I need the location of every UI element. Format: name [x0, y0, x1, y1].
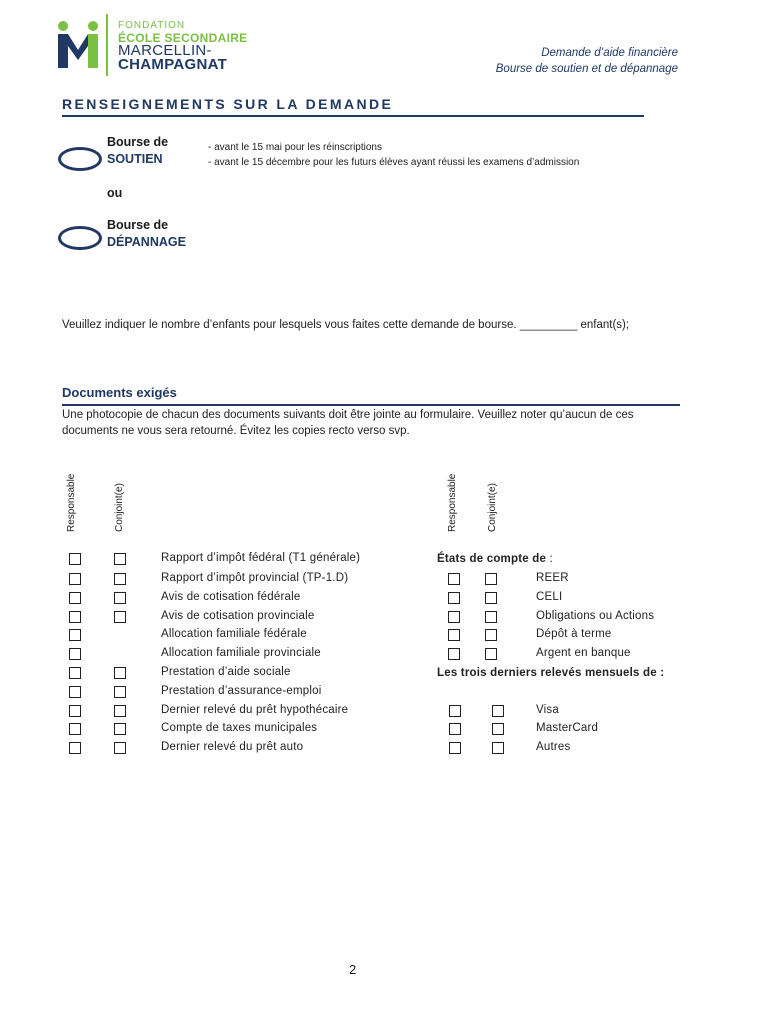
document-item-label: Allocation familiale fédérale — [161, 628, 307, 640]
conjoint-checkbox[interactable] — [485, 629, 497, 641]
document-item-label: Dernier relevé du prêt hypothécaire — [161, 704, 349, 716]
document-item-label: Avis de cotisation provinciale — [161, 610, 315, 622]
document-item-label: Rapport d’impôt provincial (TP-1.D) — [161, 572, 349, 584]
document-item-label: Rapport d’impôt fédéral (T1 générale) — [161, 552, 361, 564]
responsable-checkbox[interactable] — [69, 723, 81, 735]
conjoint-checkbox[interactable] — [492, 742, 504, 754]
conjoint-checkbox[interactable] — [485, 648, 497, 660]
responsable-checkbox[interactable] — [69, 573, 81, 585]
responsable-checkbox[interactable] — [448, 611, 460, 623]
logo-text-marcellin: MARCELLIN- — [118, 42, 212, 59]
column-header-responsable-right: Responsable — [447, 473, 458, 532]
card-type-label: Autres — [536, 741, 571, 753]
document-item-label: Prestation d’assurance-emploi — [161, 685, 322, 697]
document-item-label: Compte de taxes municipales — [161, 722, 318, 734]
responsable-checkbox[interactable] — [69, 611, 81, 623]
document-item-label: Prestation d’aide sociale — [161, 666, 291, 678]
column-header-responsable-left: Responsable — [66, 473, 77, 532]
column-header-conjoint-right: Conjoint(e) — [487, 483, 498, 532]
conjoint-checkbox[interactable] — [485, 573, 497, 585]
conjoint-checkbox[interactable] — [114, 667, 126, 679]
account-type-label: Argent en banque — [536, 647, 631, 659]
responsable-checkbox[interactable] — [69, 553, 81, 565]
document-item-label: Allocation familiale provinciale — [161, 647, 321, 659]
conjoint-checkbox[interactable] — [114, 592, 126, 604]
depannage-label-line1: Bourse de — [107, 218, 169, 232]
monthly-statements-heading: Les trois derniers relevés mensuels de : — [437, 667, 665, 679]
document-subtitle: Bourse de soutien et de dépannage — [495, 63, 678, 75]
document-item-label: Dernier relevé du prêt auto — [161, 741, 304, 753]
responsable-checkbox[interactable] — [448, 648, 460, 660]
or-label: ou — [107, 186, 123, 200]
page-number: 2 — [349, 962, 357, 977]
responsable-checkbox[interactable] — [69, 742, 81, 754]
responsable-checkbox[interactable] — [448, 592, 460, 604]
document-item-label: Avis de cotisation fédérale — [161, 591, 301, 603]
conjoint-checkbox[interactable] — [114, 611, 126, 623]
responsable-checkbox[interactable] — [449, 723, 461, 735]
conjoint-checkbox[interactable] — [114, 573, 126, 585]
responsable-checkbox[interactable] — [449, 742, 461, 754]
section-title: RENSEIGNEMENTS SUR LA DEMANDE — [62, 96, 394, 112]
logo-text-champagnat: CHAMPAGNAT — [118, 56, 228, 73]
card-type-label: Visa — [536, 704, 559, 716]
soutien-label-line1: Bourse de — [107, 135, 169, 149]
soutien-radio[interactable] — [58, 147, 102, 171]
responsable-checkbox[interactable] — [69, 592, 81, 604]
foundation-logo-icon — [57, 20, 99, 70]
conjoint-checkbox[interactable] — [114, 742, 126, 754]
documents-title: Documents exigés — [62, 385, 177, 400]
responsable-checkbox[interactable] — [69, 705, 81, 717]
card-type-label: MasterCard — [536, 722, 599, 734]
logo-text-ecole: ÉCOLE SECONDAIRE — [118, 31, 248, 45]
responsable-checkbox[interactable] — [69, 648, 81, 660]
conjoint-checkbox[interactable] — [114, 686, 126, 698]
logo-separator — [106, 14, 108, 76]
conjoint-checkbox[interactable] — [485, 592, 497, 604]
depannage-label-line2: DÉPANNAGE — [107, 235, 186, 249]
document-title: Demande d’aide financière — [541, 47, 678, 59]
responsable-checkbox[interactable] — [69, 667, 81, 679]
column-header-conjoint-left: Conjoint(e) — [114, 483, 125, 532]
conjoint-checkbox[interactable] — [492, 723, 504, 735]
children-count-prompt: Veuillez indiquer le nombre d’enfants pour lesquels vous faites cette demande de bourse. _________ enfant(s); — [62, 319, 630, 331]
account-type-label: REER — [536, 572, 569, 584]
conjoint-checkbox[interactable] — [485, 611, 497, 623]
deadline-new-students: - avant le 15 décembre pour les futurs élèves ayant réussi les examens d’admission — [208, 157, 580, 168]
conjoint-checkbox[interactable] — [114, 553, 126, 565]
account-type-label: Obligations ou Actions — [536, 610, 655, 622]
account-type-label: CELI — [536, 591, 563, 603]
deadline-reinscription: - avant le 15 mai pour les réinscriptions — [208, 142, 382, 153]
conjoint-checkbox[interactable] — [114, 723, 126, 735]
depannage-radio[interactable] — [58, 226, 102, 250]
responsable-checkbox[interactable] — [449, 705, 461, 717]
section-title-rule — [62, 115, 644, 117]
documents-intro-line2: documents ne vous sera retourné. Évitez les copies recto verso svp. — [62, 425, 410, 437]
logo-text-fondation: FONDATION — [118, 20, 186, 31]
responsable-checkbox[interactable] — [448, 629, 460, 641]
account-statements-heading: États de compte de : — [437, 553, 553, 565]
documents-title-rule — [62, 404, 680, 406]
conjoint-checkbox[interactable] — [114, 705, 126, 717]
responsable-checkbox[interactable] — [448, 573, 460, 585]
responsable-checkbox[interactable] — [69, 629, 81, 641]
documents-intro-line1: Une photocopie de chacun des documents suivants doit être jointe au formulaire. Veuillez noter qu’aucun de ces — [62, 409, 634, 421]
responsable-checkbox[interactable] — [69, 686, 81, 698]
conjoint-checkbox[interactable] — [492, 705, 504, 717]
soutien-label-line2: SOUTIEN — [107, 152, 163, 166]
account-type-label: Dépôt à terme — [536, 628, 612, 640]
